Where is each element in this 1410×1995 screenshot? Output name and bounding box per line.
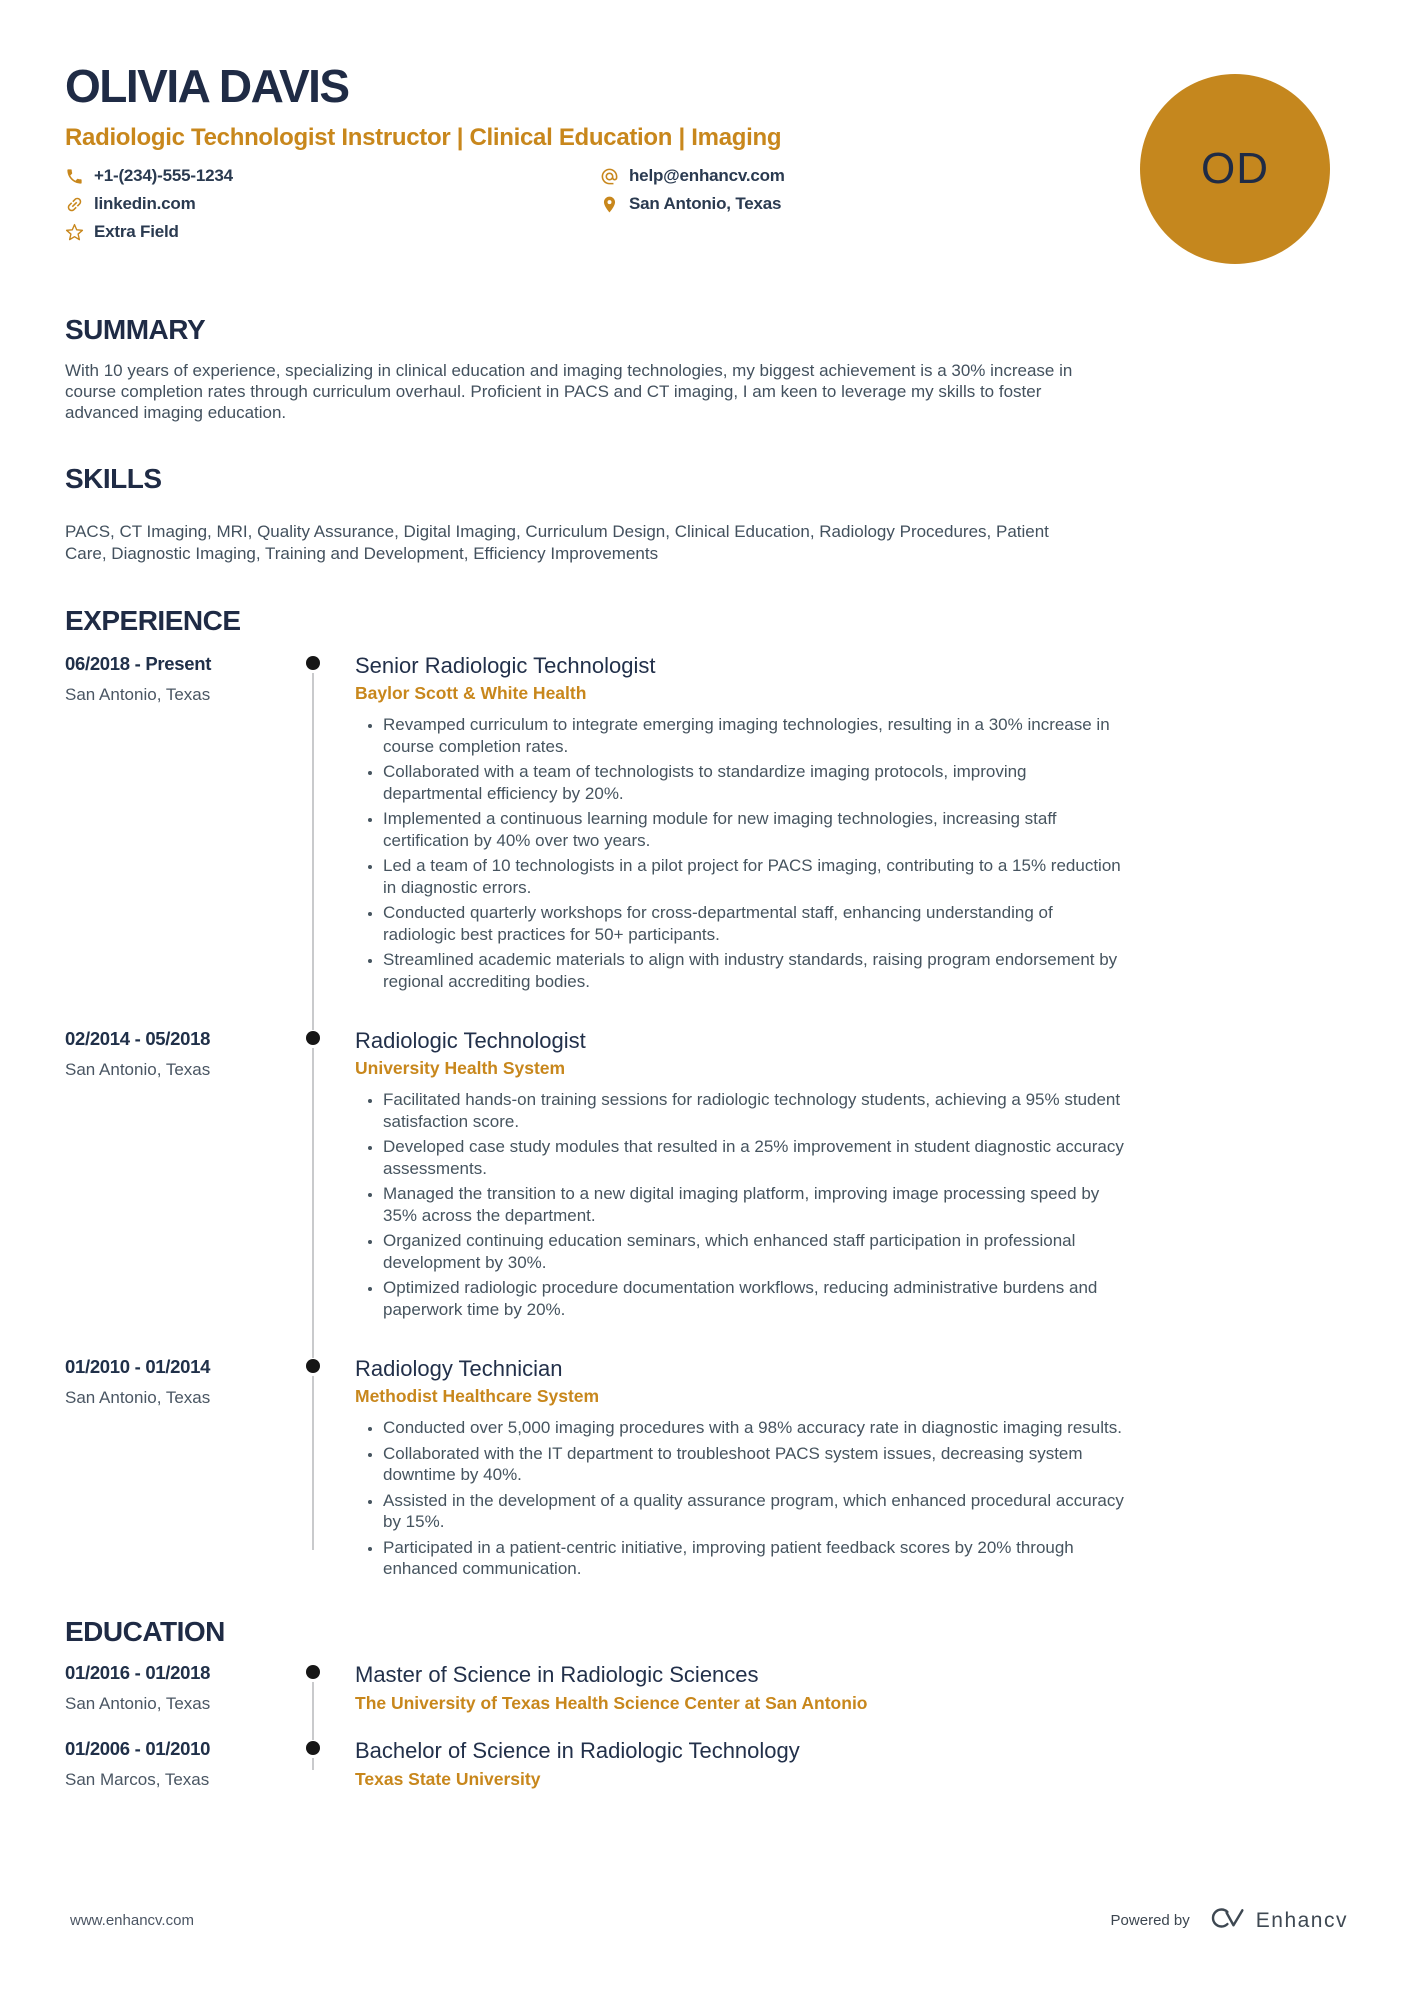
avatar-initials: OD [1201, 144, 1269, 193]
job-bullet: • Optimized radiologic procedure documentation workflows, reducing administrative burdens and paperwork time by 20%. [383, 1277, 1130, 1320]
contact-email[interactable] [600, 166, 785, 186]
job-bullet: • Streamlined academic materials to align with industry standards, raising program endorsement by regional accrediting bodies. [383, 949, 1130, 992]
edu-school: Texas State University [355, 1768, 541, 1789]
timeline [300, 1356, 355, 1584]
entry-left [65, 653, 300, 996]
footer-branding [1111, 1904, 1348, 1937]
header [65, 62, 1345, 264]
enhancv-logo-icon [1204, 1904, 1246, 1937]
job-bullet: • Led a team of 10 technologists in a pilot project for PACS imaging, contributing to a 15% reduction in diagnostic errors. [383, 855, 1130, 898]
link-icon [65, 195, 84, 214]
job-dates: 02/2014 - 05/2018 [65, 1028, 211, 1049]
job-bullet: • Collaborated with the IT department to troubleshoot PACS system issues, decreasing system downtime by 40%. [383, 1443, 1130, 1486]
timeline [300, 1738, 355, 1790]
timeline [300, 1662, 355, 1714]
timeline-line [312, 1376, 314, 1550]
timeline-line [312, 673, 314, 1030]
job-bullets [355, 714, 1130, 992]
candidate-title: Radiologic Technologist Instructor | Clinical Education | Imaging [65, 124, 782, 152]
entry-left [65, 1662, 300, 1714]
experience-heading: EXPERIENCE [65, 605, 241, 636]
linkedin-url: linkedin.com [94, 194, 196, 214]
location-pin-icon [600, 195, 619, 214]
phone-icon [65, 167, 84, 186]
edu-dates: 01/2016 - 01/2018 [65, 1661, 211, 1683]
education-entry [65, 1738, 1345, 1790]
edu-location: San Antonio, Texas [65, 1693, 211, 1713]
job-company: University Health System [355, 1058, 566, 1078]
edu-degree: Bachelor of Science in Radiologic Technology [355, 1737, 800, 1763]
job-bullet: • Facilitated hands-on training sessions for radiologic technology students, achieving a 95% student satisfaction score. [383, 1089, 1130, 1132]
job-bullet: • Conducted over 5,000 imaging procedures with a 98% accuracy rate in diagnostic imaging results. [383, 1417, 1130, 1439]
job-dates: 06/2018 - Present [65, 653, 212, 674]
job-dates: 01/2010 - 01/2014 [65, 1356, 211, 1377]
edu-location: San Marcos, Texas [65, 1769, 210, 1789]
entry-left [65, 1738, 300, 1790]
edu-degree: Master of Science in Radiologic Sciences [355, 1661, 759, 1687]
contact-column-right [600, 166, 785, 250]
timeline-dot-icon [306, 1665, 320, 1679]
timeline-dot-icon [306, 1031, 320, 1045]
entry-left [65, 1356, 300, 1584]
timeline-line [312, 1048, 314, 1358]
job-bullet: • Conducted quarterly workshops for cross-departmental staff, enhancing understanding of radiologic best practices for 50+ participants. [383, 902, 1130, 945]
experience-entry [65, 1356, 1345, 1584]
timeline-dot-icon [306, 656, 320, 670]
timeline [300, 653, 355, 996]
enhancv-brand[interactable] [1204, 1904, 1348, 1937]
education-entry [65, 1662, 1345, 1714]
contact-column-left [65, 166, 600, 250]
job-location: San Antonio, Texas [65, 685, 211, 704]
contact-linkedin[interactable] [65, 194, 600, 214]
entry-content [355, 1662, 1345, 1714]
timeline-dot-icon [306, 1741, 320, 1755]
experience-entry [65, 653, 1345, 996]
job-title: Radiologic Technologist [355, 1028, 586, 1053]
experience-section [65, 605, 1345, 1584]
job-bullet: • Implemented a continuous learning module for new imaging technologies, increasing staff certification by 40% over two years. [383, 808, 1130, 851]
education-entries [65, 1662, 1345, 1790]
skills-section [65, 463, 1345, 565]
phone-number: +1-(234)-555-1234 [94, 166, 233, 186]
location-text: San Antonio, Texas [629, 194, 782, 214]
job-location: San Antonio, Texas [65, 1060, 211, 1079]
entry-content [355, 1028, 1345, 1324]
experience-entries [65, 653, 1345, 1584]
job-bullet: • Managed the transition to a new digital imaging platform, improving image processing speed by 35% across the department. [383, 1183, 1130, 1226]
entry-content [355, 1738, 1345, 1790]
skills-list: PACS, CT Imaging, MRI, Quality Assurance, Digital Imaging, Curriculum Design, Clinical Education, Radiology Procedures, Patient Care, Diagnostic Imaging, Training and Development, Efficiency Improvements [65, 522, 1049, 563]
experience-entry [65, 1028, 1345, 1324]
edu-dates: 01/2006 - 01/2010 [65, 1737, 211, 1759]
job-company: Baylor Scott & White Health [355, 683, 587, 703]
job-title: Radiology Technician [355, 1356, 563, 1381]
entry-content [355, 1356, 1345, 1584]
extra-field-label: Extra Field [94, 222, 179, 242]
job-bullets [355, 1089, 1130, 1320]
footer [70, 1904, 1348, 1937]
job-bullet: • Participated in a patient-centric initiative, improving patient feedback scores by 20% through enhanced communication. [383, 1537, 1130, 1580]
avatar [1140, 74, 1330, 264]
timeline-dot-icon [306, 1359, 320, 1373]
job-location: San Antonio, Texas [65, 1388, 211, 1407]
timeline-line [312, 1682, 314, 1740]
job-bullet: • Developed case study modules that resulted in a 25% improvement in student diagnostic accuracy assessments. [383, 1136, 1130, 1179]
email-address: help@enhancv.com [629, 166, 785, 186]
entry-content [355, 653, 1345, 996]
job-bullets [355, 1417, 1130, 1580]
powered-by-label: Powered by [1110, 1912, 1190, 1929]
education-heading: EDUCATION [65, 1615, 225, 1647]
contact-phone[interactable] [65, 166, 600, 186]
job-company: Methodist Healthcare System [355, 1386, 600, 1406]
skills-heading: SKILLS [65, 463, 162, 494]
job-bullet: • Assisted in the development of a quality assurance program, which enhanced procedural accuracy by 15%. [383, 1490, 1130, 1533]
entry-left [65, 1028, 300, 1324]
job-bullet: • Revamped curriculum to integrate emerging imaging technologies, resulting in a 30% increase in course completion rates. [383, 714, 1130, 757]
job-bullet: • Organized continuing education seminars, which enhanced staff participation in professional development by 30%. [383, 1230, 1130, 1273]
header-left [65, 62, 785, 250]
job-bullet: • Collaborated with a team of technologists to standardize imaging protocols, improving departmental efficiency by 20%. [383, 761, 1130, 804]
job-title: Senior Radiologic Technologist [355, 653, 656, 678]
summary-text: With 10 years of experience, specializing in clinical education and imaging technologies, my biggest achievement is a 30% increase in course completion rates through curriculum overhaul. Proficient in PACS and CT imaging, I am keen to leverage my skills to foster advanced imaging education. [65, 361, 1073, 422]
timeline [300, 1028, 355, 1324]
footer-site-link[interactable]: www.enhancv.com [70, 1912, 194, 1929]
summary-heading: SUMMARY [65, 314, 206, 345]
contact-location [600, 194, 785, 214]
education-section [65, 1616, 1345, 1790]
at-email-icon [600, 167, 619, 186]
enhancv-brand-name: Enhancv [1255, 1908, 1348, 1932]
contact-info [65, 166, 785, 250]
summary-section [65, 314, 1345, 423]
edu-school: The University of Texas Health Science Center at San Antonio [355, 1692, 868, 1713]
timeline-line [312, 1758, 314, 1770]
star-icon [65, 223, 84, 242]
candidate-name: OLIVIA DAVIS [65, 60, 349, 112]
contact-extra-field [65, 222, 600, 242]
